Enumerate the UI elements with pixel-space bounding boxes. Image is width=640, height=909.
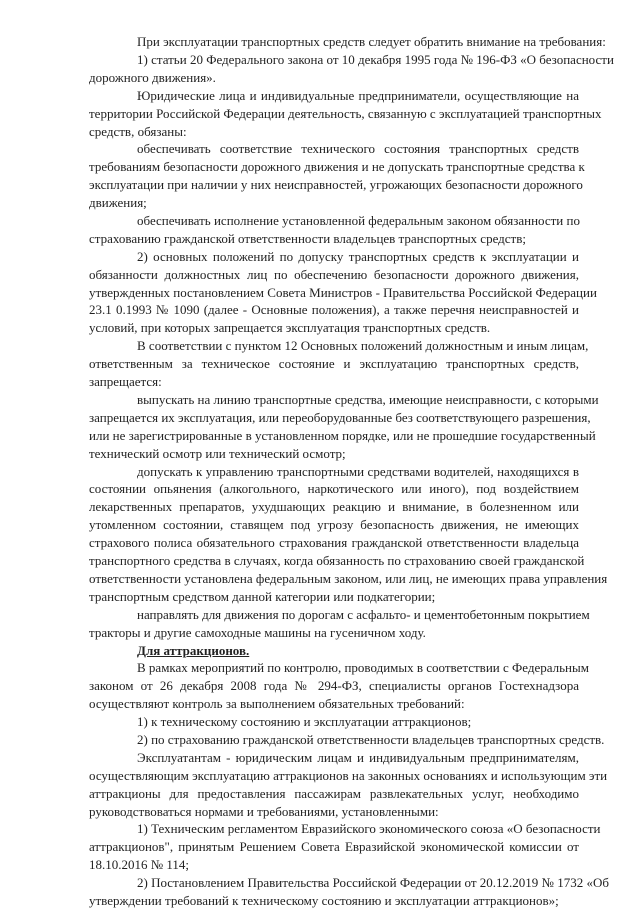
text-line: обязанности должностных лиц по обеспечению безопасности дорожного движения,: [89, 266, 579, 282]
section-heading: Для аттракционов.: [137, 642, 250, 658]
text-line: требованиям безопасности дорожного движения и не допускать транспортные средства к: [89, 159, 585, 175]
text-line: 18.10.2016 № 114;: [89, 857, 190, 873]
text-line: 1) к техническому состоянию и эксплуатации аттракционов;: [137, 714, 472, 729]
text-line: руководствоваться нормами и требованиями, установленными:: [89, 803, 439, 819]
text-line: эксплуатации при наличии у них неисправностей, угрожающих безопасности дорожного: [89, 177, 583, 193]
text-line: 2) по страхованию гражданской ответственности владельцев транспортных средств.: [137, 731, 605, 747]
text-line: 23.1 0.1993 № 1090 (далее - Основные положения), а также перечня неисправностей и: [89, 302, 579, 318]
text-line: ответственным за техническое состояние и эксплуатацию транспортных средств,: [89, 356, 579, 372]
text-line: обеспечивать соответствие технического состояния транспортных средств: [137, 141, 579, 157]
text-line: тракторы и другие самоходные машины на гусеничном ходу.: [89, 624, 426, 640]
text-line: дорожного движения».: [89, 69, 216, 85]
text-line: 2) Постановлением Правительства Российской Федерации от 20.12.2019 № 1732 «Об: [137, 875, 609, 891]
text-line: страхованию гражданской ответственности владельцев транспортных средств;: [89, 230, 526, 246]
text-line: страхового полиса обязательного страхования гражданской ответственности владельца: [89, 535, 579, 551]
text-line: 2) основных положений по допуску транспортных средств к эксплуатации и: [137, 248, 579, 264]
text-line: утвержденных постановлением Совета Министров - Правительства Российской Федерации: [89, 284, 597, 300]
text-line: направлять для движения по дорогам с асфальто- и цементобетонным покрытием: [137, 606, 590, 622]
text-line: запрещается их эксплуатация, или переоборудованные без соответствующего разрешения,: [89, 409, 591, 425]
text-line: Юридические лица и индивидуальные предприниматели, осуществляющие на: [137, 87, 579, 103]
text-line: технический осмотр или технический осмотр;: [89, 445, 346, 461]
text-line: При эксплуатации транспортных средств следует обратить внимание на требования:: [137, 34, 606, 49]
text-line: транспортного средства в случаях, когда обязанность по страхованию своей гражданской: [89, 553, 585, 568]
text-line: ответственности установлена федеральным законом, или лиц, не имеющих права управления: [89, 570, 608, 586]
text-line: выпускать на линию транспортные средства, имеющие неисправности, с которыми: [137, 391, 599, 407]
text-line: В соответствии с пунктом 12 Основных положений должностным и иным лицам,: [137, 338, 589, 354]
text-line: состоянии опьянения (алкогольного, наркотического или иного), под воздействием: [89, 481, 579, 497]
text-line: условий, при которых запрещается эксплуатация транспортных средств.: [89, 320, 491, 336]
text-line: утверждении требований к техническому состоянию и эксплуатации аттракционов»;: [89, 893, 559, 908]
text-line: В рамках мероприятий по контролю, проводимых в соответствии с Федеральным: [137, 660, 589, 676]
text-line: осуществляют контроль за выполнением обязательных требований:: [89, 696, 465, 712]
text-line: запрещается:: [89, 374, 162, 389]
text-line: аттракционов", принятым Решением Совета Евразийской экономической комиссии от: [89, 839, 579, 855]
text-line: транспортным средством данной категории или подкатегории;: [89, 588, 436, 604]
text-line: 1) Техническим регламентом Евразийского экономического союза «О безопасности: [137, 821, 601, 837]
text-line: обеспечивать исполнение установленной федеральным законом обязанности по: [137, 213, 580, 228]
text-line: допускать к управлению транспортными средствами водителей, находящихся в: [137, 463, 579, 479]
text-line: 1) статьи 20 Федерального закона от 10 декабря 1995 года № 196-ФЗ «О безопасности: [137, 51, 614, 67]
text-line: средств, обязаны:: [89, 123, 187, 139]
text-line: лекарственных препаратов, ухудшающих реакцию и внимание, в болезненном или: [89, 499, 579, 515]
text-line: утомленном состоянии, ставящем под угрозу безопасность движения, не имеющих: [89, 517, 579, 533]
text-line: территории Российской Федерации деятельность, связанную с эксплуатацией транспортных: [89, 105, 602, 121]
text-line: или не зарегистрированные в установленном порядке, или не прошедшие государственный: [89, 427, 596, 443]
text-line: Эксплуатантам - юридическим лицам и индивидуальным предпринимателям,: [137, 749, 579, 765]
text-line: законом от 26 декабря 2008 года № 294-ФЗ, специалисты органов Гостехнадзора: [89, 678, 579, 694]
text-line: аттракционы для предоставления пассажирам развлекательных услуг, необходимо: [89, 785, 579, 801]
text-line: движения;: [89, 195, 147, 211]
text-line: осуществляющим эксплуатацию аттракционов на законных основаниях и использующим эти: [89, 767, 608, 783]
